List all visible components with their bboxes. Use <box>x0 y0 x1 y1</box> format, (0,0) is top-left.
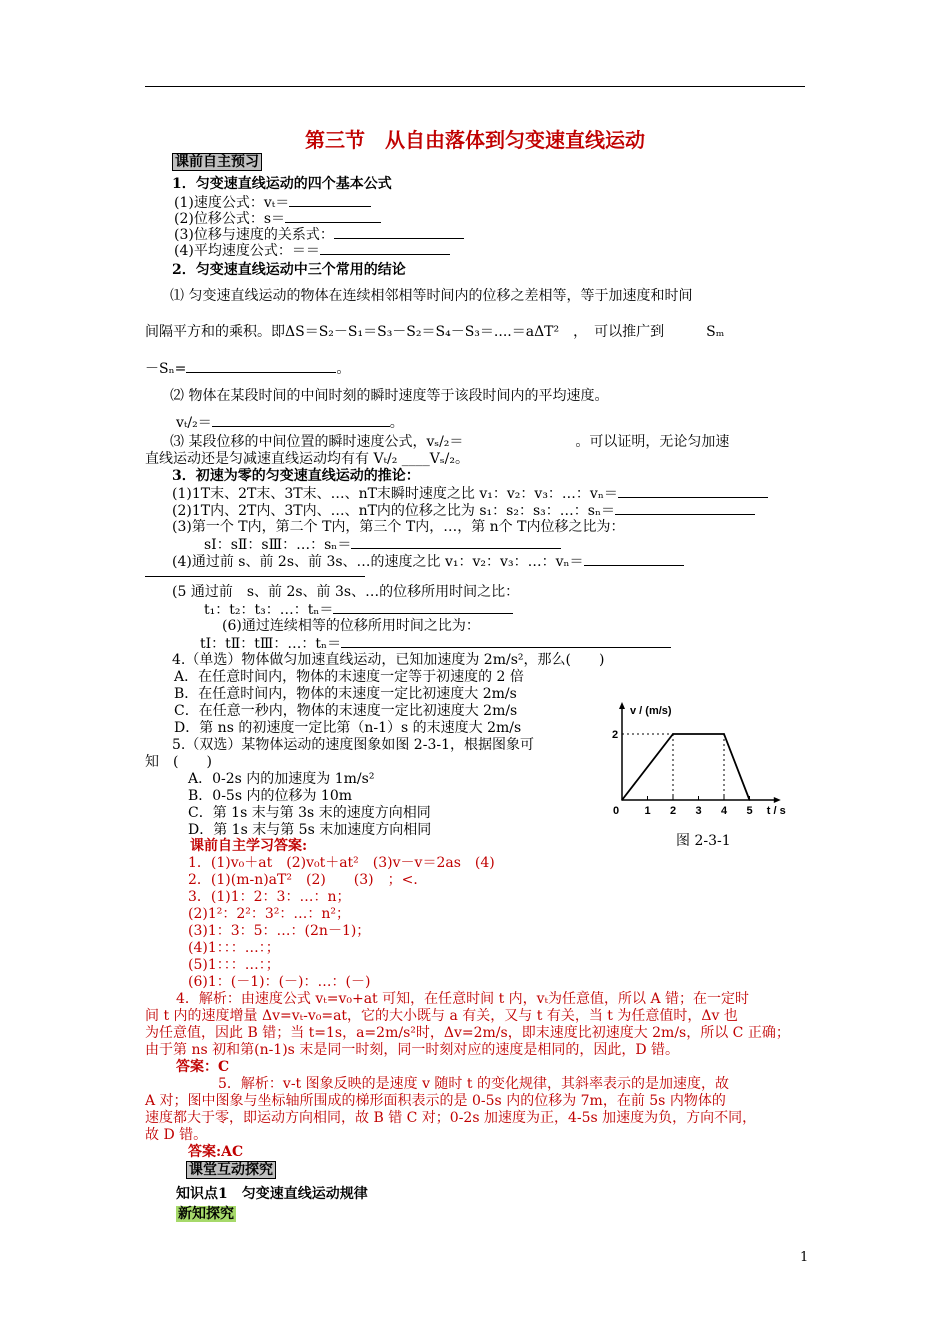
line-q2b1: ⑵ 物体在某段时间的中间时刻的瞬时速度等于该段时间内的平均速度。 <box>170 388 609 404</box>
section-new: 新知探究 <box>178 1206 234 1222</box>
line-q2a2: 间隔平方和的乘积。即ΔS＝S₂－S₁＝S₃－S₂＝S₄－S₃＝....＝aΔT² ， 可以推广到 Sₘ <box>145 324 725 340</box>
page-title: 第三节 从自由落体到匀变速直线运动 <box>305 128 645 152</box>
line-q2b2: vₜ/₂＝ <box>176 415 212 431</box>
line-q5A: A．0-2s 内的加速度为 1m/s² <box>188 771 375 787</box>
line-q5C: C．第 1s 末与第 3s 末的速度方向相同 <box>188 805 431 821</box>
line-q4c: C．在任意一秒内，物体的末速度一定比初速度大 2m/s <box>174 703 518 719</box>
answer-line-7: (5)1：：：…：； <box>188 957 280 973</box>
page-number: 1 <box>800 1250 809 1265</box>
line-q3a: (1)1T末、2T末、3T末、…、nT末瞬时速度之比 v₁：v₂：v₃：…：vₙ＝ <box>172 486 618 502</box>
analysis5-line-2: A 对；图中图象与坐标轴所围成的梯形面积表示的是 0-5s 内的位移为 7m，在前 5s 内物体的 <box>145 1093 726 1109</box>
analysis4-line-1: 4．解析：由速度公式 vₜ=v₀+at 可知，在任意时间 t 内，vₜ为任意值，所以 A 错；在一定时 <box>176 991 750 1007</box>
x-axis-arrow <box>774 797 781 803</box>
line-q4b: B．在任意时间内，物体的末速度一定比初速度大 2m/s <box>174 686 517 702</box>
line-q4d: D．第 ns 的初速度一定比第（n-1）s 的末速度大 2m/s <box>174 720 522 736</box>
knowledge-point-1: 知识点1 匀变速直线运动规律 <box>176 1186 368 1202</box>
analysis4-line-2: 间 t 内的速度增量 Δv=vₜ-v₀=at，它的大小既与 a 有关，又与 t 有关，当 t 为任意值时，Δv 也 <box>145 1008 738 1024</box>
line-q2a1: ⑴ 匀变速直线运动的物体在连续相邻相等时间内的位移之差相等，等于加速度和时间 <box>170 288 693 304</box>
answer-line-8: (6)1：(－1)：(－)：…：(－) <box>188 974 371 990</box>
analysis5-line-4: 故 D 错。 <box>145 1127 208 1143</box>
y-axis-label: v / (m/s) <box>630 705 672 717</box>
answer-line-2: 2．(1)(m-n)aT² (2) (3) ；<． <box>188 872 428 888</box>
analysis4-line-3: 为任意值，因此 B 错；当 t=1s，a=2m/s²时，Δv=2m/s，即末速度比初速度大 2m/s，所以 C 正确； <box>145 1025 790 1041</box>
y-tick-label: 2 <box>612 729 619 741</box>
answers-heading: 课前自主学习答案: <box>190 838 308 854</box>
document-page: 第三节 从自由落体到匀变速直线运动 课前自主预习 1．匀变速直线运动的四个基本公式 (1)速度公式：vₜ＝ (2)位移公式：s＝ (3)位移与速度的关系式： (4)平均速度公式：＝＝ 2．匀变速直线运动中三个常用的结论 ⑴ 匀变速直线运动的物体在连续相邻相等时间内的位移之差相等，等于加速度和时间 间隔平方和的乘积。即ΔS＝S₂－S₁＝S₃－S₂＝S₄－S₃＝....＝aΔT² ， 可以推广到 Sₘ －Sₙ= 。 ⑵ 物体在某段时间的中间时刻的瞬时速度等于该段时间内的平均速度。 vₜ/₂＝ 。 ⑶ 某段位移的中间位置的瞬时速度公式，vₛ/₂＝ 。可以证明，无论匀加速 直线运动还是匀减速直线运动均有有 Vₜ/₂ ____Vₛ/₂。 3．初速为零的匀变速直线运动的推论： (1)1T末、2T末、3T末、…、nT末瞬时速度之比 v₁：v₂：v₃：…：vₙ＝ (2)1T内、2T内、3T内、…、nT内的位移之比为 s₁：s₂：s₃：…：sₙ＝ (3)第一个 T内，第二个 T内，第三个 T内，…，第 n个 T内位移之比为： sⅠ：sⅡ：sⅢ：…：sₙ＝ (4)通过前 s、前 2s、前 3s、…的速度之比 v₁：v₂：v₃：…：vₙ＝ (5 通过前 s、前 2s、前 3s、…的位移所用时间之比： t₁：t₂：t₃：…：tₙ＝ (6)通过连续相等的位移所用时间之比为： tⅠ：tⅡ：tⅢ：…：tₙ＝ 4.（单选）物体做匀加速直线运动，已知加速度为 2m/s²，那么( ) A．在任意时间内，物体的末速度一定等于初速度的 2 倍 B．在任意时间内，物体的末速度一定比初速度大 2m/s C．在任意一秒内，物体的末速度一定比初速度大 2m/s D．第 ns 的初速度一定比第（n-1）s 的末速度大 2m/s 5.（双选）某物体运动的速度图象如图 2-3-1，根据图象可 知 ( ) A．0-2s 内的加速度为 1m/s² B．0-5s 内的位移为 10m C．第 1s 末与第 3s 末的速度方向相同 D．第 1s 末与第 5s 末加速度方向相同 v / (m/s) t / s 0 1 2 3 4 5 2 图 2-3-1 课前自主学习答案: 1．(1)v₀＋at (2)v₀t＋at² (3)v－v＝2as (4) 2．(1)(m-n)aT² (2) (3) ；<． 3．(1)1：2：3：…：n； (2)1²：2²：3²：…：n²； (3)1：3：5：…：(2n－1)； (4)1：：：…：； (5)1：：：…：； (6)1：(－1)：(－)：…：(－) 4．解析：由速度公式 vₜ=v₀+at 可知，在任意时间 t 内，vₜ为任意值，所以 A 错；在一定时 间 t 内的速度增量 Δv=vₜ-v₀=at，它的大小既与 a 有关，又与 t 有关，当 t 为任意值时，Δv 也 为任意值，因此 B 错；当 t=1s，a=2m/s²时，Δv=2m/s，即末速度比初速度大 2m/s，所以 C 正确； 由于第 ns 初和第(n-1)s 末是同一时刻，同一时刻对应的速度是相同的，因此，D 错。 答案：C 5．解析：v-t 图象反映的是速度 v 随时 t 的变化规律，其斜率表示的是加速度，故 A 对；图中图象与坐标轴所围成的梯形面积表示的是 0-5s 内的位移为 7m，在前 5s 内物体的 速度都大于零，即运动方向相同，故 B 错 C 对；0-2s 加速度为正，4-5s 加速度为负，方向不同， 故 D 错。 答案:AC 课堂互动探究 知识点1 匀变速直线运动规律 新知探究 1 <box>0 0 950 1344</box>
line-q3e: (5 通过前 s、前 2s、前 3s、…的位移所用时间之比： <box>172 584 520 600</box>
line-q3c: (3)第一个 T内，第二个 T内，第三个 T内，…，第 n个 T内位移之比为： <box>172 519 625 535</box>
line-q3b: (2)1T内、2T内、3T内、…、nT内的位移之比为 s₁：s₂：s₃：…：sₙ＝ <box>172 503 616 519</box>
line-q3c2: sⅠ：sⅡ：sⅢ：…：sₙ＝ <box>204 537 352 553</box>
line-q3: 3．初速为零的匀变速直线运动的推论： <box>172 468 420 484</box>
line-q5D: D．第 1s 末与第 5s 末加速度方向相同 <box>188 822 432 838</box>
x-tick-label: 3 <box>695 805 702 817</box>
line-q2c1: ⑶ 某段位移的中间位置的瞬时速度公式，vₛ/₂＝ 。可以证明，无论匀加速 <box>170 434 730 450</box>
section-preview: 课前自主预习 <box>172 153 262 171</box>
line-q3f2: tⅠ：tⅡ：tⅢ：…：tₙ＝ <box>200 636 342 652</box>
y-axis-arrow <box>619 702 625 709</box>
x-tick-label: 5 <box>746 805 753 817</box>
answer-line-1: 1．(1)v₀＋at (2)v₀t＋at² (3)v－v＝2as (4) <box>188 855 495 871</box>
velocity-point <box>621 799 623 801</box>
line-q4a: A．在任意时间内，物体的末速度一定等于初速度的 2 倍 <box>174 669 524 685</box>
line-q1b: (2)位移公式：s＝ <box>174 211 286 227</box>
line-q5b: 知 ( ) <box>145 754 212 770</box>
x-axis-label: t / s <box>766 805 786 817</box>
answer-line-5: (3)1：3：5：…：(2n－1)； <box>188 923 371 939</box>
line-q3f: (6)通过连续相等的位移所用时间之比为： <box>222 618 480 634</box>
vt-chart <box>612 700 812 830</box>
velocity-point <box>749 799 751 801</box>
answer-line-6: (4)1：：：…：； <box>188 940 280 956</box>
velocity-point <box>672 733 674 735</box>
answer-line-3: 3．(1)1：2：3：…：n； <box>188 889 351 905</box>
line-q1a: (1)速度公式：vₜ＝ <box>174 195 290 211</box>
line-q2: 2．匀变速直线运动中三个常用的结论 <box>172 262 406 278</box>
analysis5-line-1: 5．解析：v-t 图象反映的是速度 v 随时 t 的变化规律，其斜率表示的是加速度，故 <box>218 1076 729 1092</box>
section-interactive: 课堂互动探究 <box>186 1161 276 1179</box>
figure-caption: 图 2-3-1 <box>676 833 731 849</box>
line-q5B: B．0-5s 内的位移为 10m <box>188 788 353 804</box>
line-q4: 4.（单选）物体做匀加速直线运动，已知加速度为 2m/s²，那么( ) <box>172 652 605 668</box>
velocity-series-line <box>622 734 750 800</box>
line-q2c2: 直线运动还是匀减速直线运动均有有 Vₜ/₂ ____Vₛ/₂。 <box>145 451 469 467</box>
line-q3d: (4)通过前 s、前 2s、前 3s、…的速度之比 v₁：v₂：v₃：…：vₙ＝ <box>172 554 584 570</box>
line-q2a3: －Sₙ= <box>145 361 187 377</box>
analysis5-line-3: 速度都大于零，即运动方向相同，故 B 错 C 对；0-2s 加速度为正，4-5s 加速度为负，方向不同， <box>145 1110 757 1126</box>
line-q1d: (4)平均速度公式：＝＝ <box>174 243 320 259</box>
line-q1c: (3)位移与速度的关系式： <box>174 227 334 243</box>
answer-4: 答案：C <box>176 1059 230 1075</box>
top-rule <box>145 86 805 87</box>
x-tick-label: 0 <box>613 805 620 817</box>
analysis4-line-4: 由于第 ns 初和第(n-1)s 末是同一时刻，同一时刻对应的速度是相同的，因此，D 错。 <box>145 1042 679 1058</box>
velocity-point <box>723 733 725 735</box>
line-q5: 5.（双选）某物体运动的速度图象如图 2-3-1，根据图象可 <box>172 737 534 753</box>
answer-5: 答案:AC <box>188 1144 244 1160</box>
line-q3e2: t₁：t₂：t₃：…：tₙ＝ <box>204 602 334 618</box>
line-q1: 1．匀变速直线运动的四个基本公式 <box>172 176 392 192</box>
x-tick-label: 4 <box>721 805 728 817</box>
x-tick-label: 2 <box>670 805 677 817</box>
answer-line-4: (2)1²：2²：3²：…：n²； <box>188 906 351 922</box>
x-tick-label: 1 <box>644 805 651 817</box>
